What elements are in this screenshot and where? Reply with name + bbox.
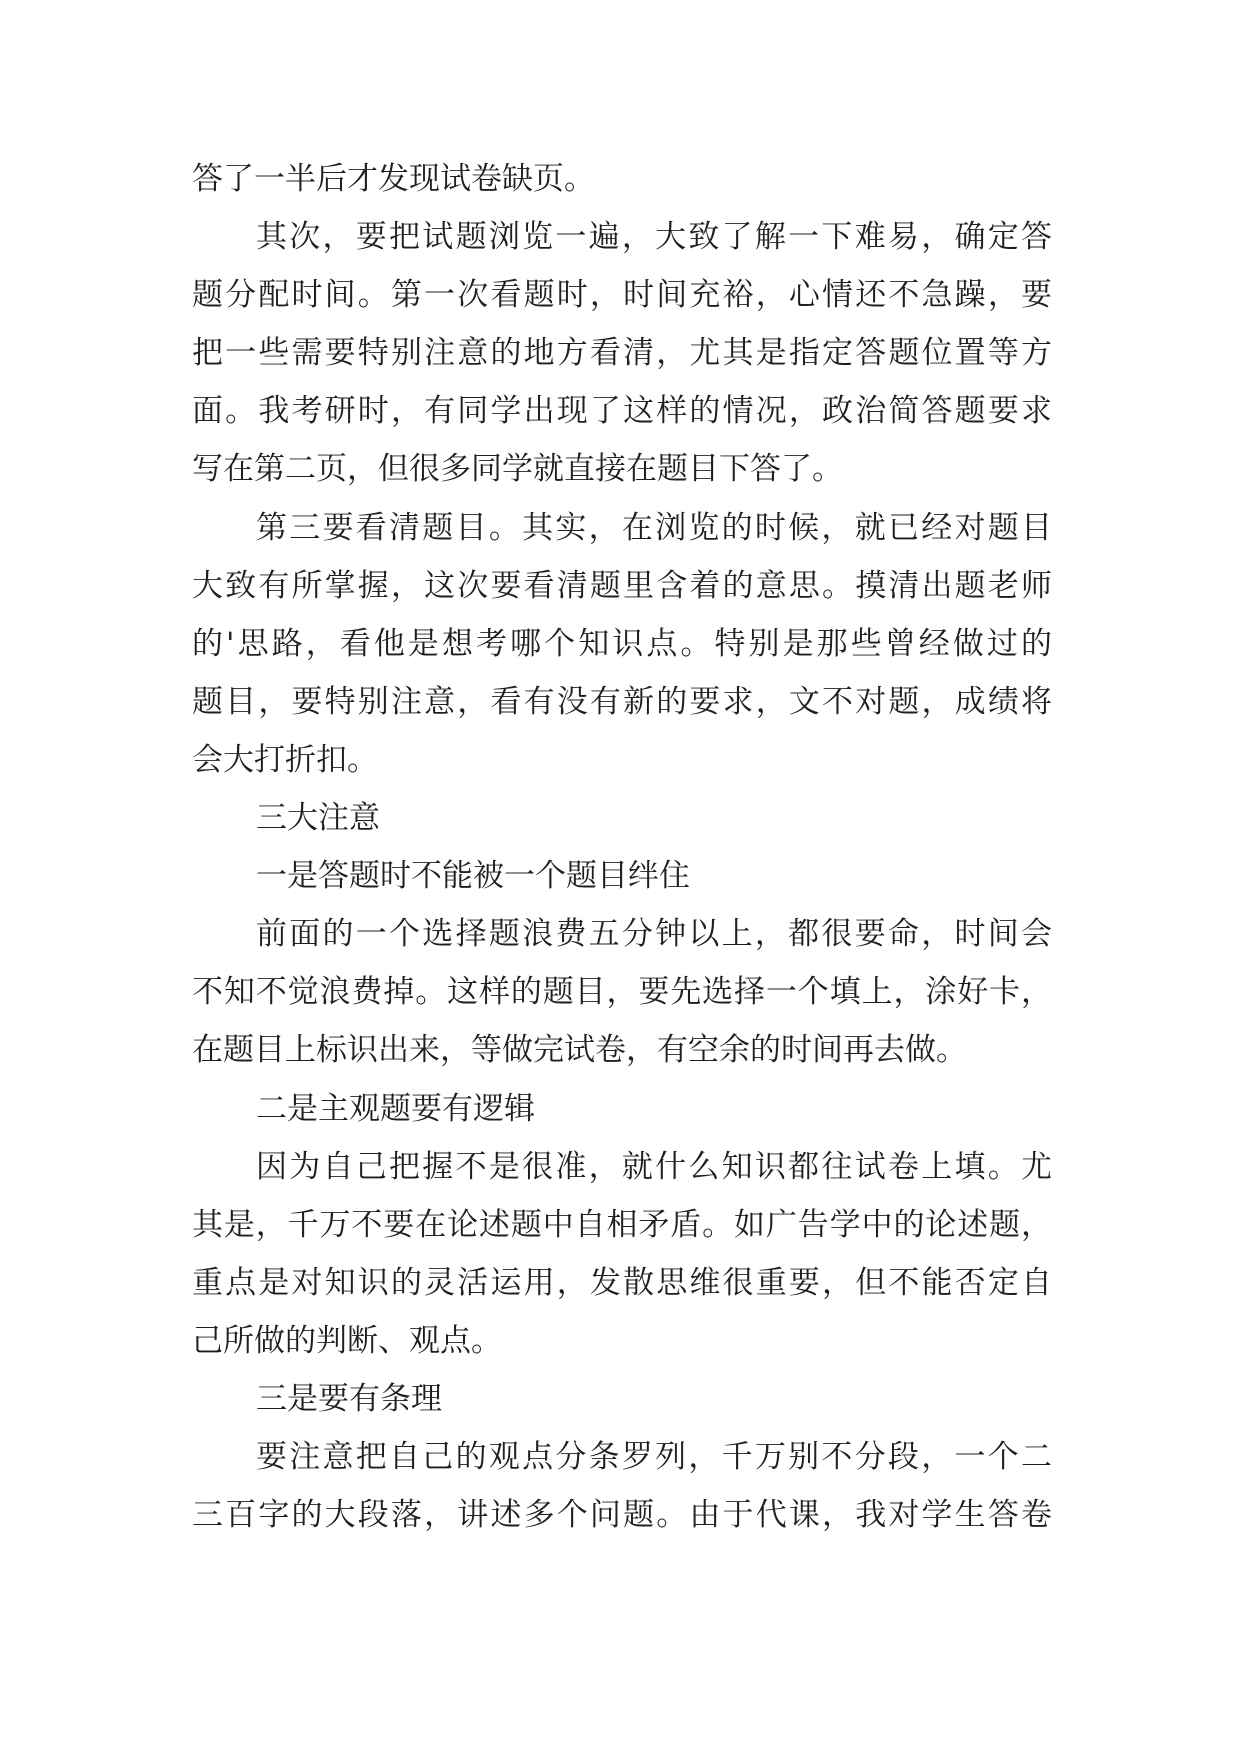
text-line: 题目，要特别注意，看有没有新的要求，文不对题，成绩将 xyxy=(192,683,1052,720)
text-line: 把一些需要特别注意的地方看清，尤其是指定答题位置等方 xyxy=(192,335,1052,372)
text-line: 面。我考研时，有同学出现了这样的情况，政治简答题要求 xyxy=(192,393,1052,430)
paragraph-first-line: 前面的一个选择题浪费五分钟以上，都很要命，时间会 xyxy=(256,916,1052,953)
text-line: 答了一半后才发现试卷缺页。 xyxy=(192,161,595,197)
text-line: 在题目上标识出来，等做完试卷，有空余的时间再去做。 xyxy=(192,1032,967,1069)
text-line: 会大打折扣。 xyxy=(192,741,378,778)
paragraph-first-line: 二是主观题要有逻辑 xyxy=(256,1090,535,1127)
text-line: 不知不觉浪费掉。这样的题目，要先选择一个填上，涂好卡， xyxy=(192,974,1052,1011)
paragraph-first-line: 一是答题时不能被一个题目绊住 xyxy=(256,858,690,895)
text-line: 重点是对知识的灵活运用，发散思维很重要，但不能否定自 xyxy=(192,1264,1052,1301)
paragraph-first-line: 其次，要把试题浏览一遍，大致了解一下难易，确定答 xyxy=(256,219,1052,256)
paragraph-first-line: 要注意把自己的观点分条罗列，千万别不分段，一个二 xyxy=(256,1439,1052,1476)
text-line: 大致有所掌握，这次要看清题里含着的意思。摸清出题老师 xyxy=(192,567,1052,604)
paragraph-first-line: 三是要有条理 xyxy=(256,1380,442,1417)
text-line: 的'思路，看他是想考哪个知识点。特别是那些曾经做过的 xyxy=(192,625,1052,662)
text-line: 题分配时间。第一次看题时，时间充裕，心情还不急躁，要 xyxy=(192,277,1052,314)
text-line: 其是，千万不要在论述题中自相矛盾。如广告学中的论述题， xyxy=(192,1206,1052,1243)
paragraph-first-line: 第三要看清题目。其实，在浏览的时候，就已经对题目 xyxy=(256,509,1052,546)
paragraph-first-line: 因为自己把握不是很准，就什么知识都往试卷上填。尤 xyxy=(256,1148,1052,1185)
body-text xyxy=(192,150,1052,1544)
paragraph-first-line: 三大注意 xyxy=(256,800,380,837)
text-line: 三百字的大段落，讲述多个问题。由于代课，我对学生答卷 xyxy=(192,1497,1052,1534)
text-line: 写在第二页，但很多同学就直接在题目下答了。 xyxy=(192,451,843,488)
text-line: 己所做的判断、观点。 xyxy=(192,1322,502,1359)
